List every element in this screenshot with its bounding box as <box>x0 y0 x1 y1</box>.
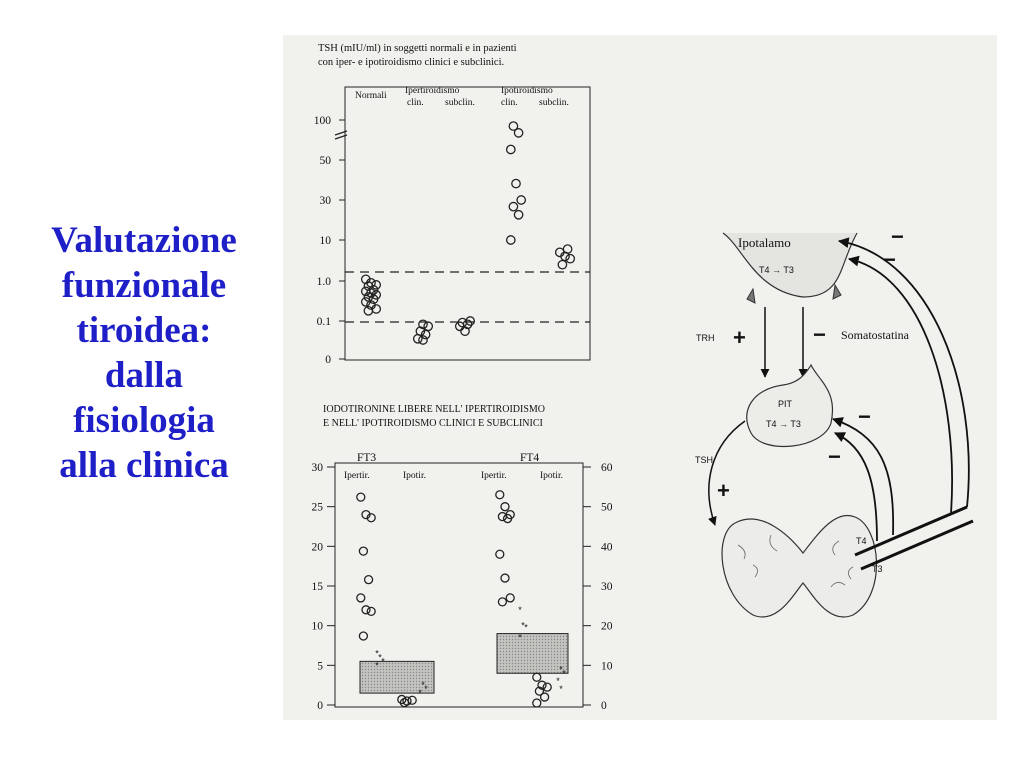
pituitary-conversion: T4 → T3 <box>766 419 801 429</box>
tsh-plot-frame <box>345 87 590 360</box>
ft-data-point <box>359 547 367 555</box>
ft-data-point <box>533 699 541 707</box>
feedback-diagram <box>695 224 973 617</box>
ft-star-mark: * <box>562 668 566 679</box>
ft-data-point <box>498 598 506 606</box>
ft-data-point <box>506 594 514 602</box>
group-label-iper-clin: clin. <box>407 98 424 108</box>
group-label-ipo-clin: clin. <box>501 98 518 108</box>
minus-sign-pituitary-2: − <box>828 444 841 469</box>
ft-data-point <box>365 576 373 584</box>
hypothalamus-conversion: T4 → T3 <box>759 265 794 275</box>
title-line: tiroidea: <box>76 310 212 351</box>
ft-star-mark: * <box>424 684 428 695</box>
title-line: funzionale <box>61 265 227 306</box>
ft-right-y-axis <box>583 462 613 712</box>
minus-sign-somatostatin: − <box>813 322 826 347</box>
ft-data-point <box>541 693 549 701</box>
tsh-y-axis <box>314 115 345 366</box>
group-label-ipo-sub: subclin. <box>539 98 569 108</box>
minus-sign-hypothalamus-2: − <box>883 247 896 272</box>
ft-left-tick-label: 15 <box>311 581 323 593</box>
panel-label-ft4: FT4 <box>520 452 540 464</box>
tsh-data-point <box>558 260 566 268</box>
ft-star-mark: * <box>381 656 385 667</box>
tsh-arrow <box>709 421 745 525</box>
tsh-y-tick-label: 30 <box>319 195 331 207</box>
ft-star-mark: * <box>559 684 563 695</box>
feedback-arrow-hypothalamus-2 <box>849 259 952 513</box>
somatostatin-label: Somatostatina <box>841 328 909 342</box>
tsh-data-point <box>566 254 574 262</box>
ft-right-tick-label: 30 <box>601 581 613 593</box>
figure-svg <box>283 35 997 720</box>
tsh-data-point <box>514 211 522 219</box>
ft-right-tick-label: 40 <box>601 541 613 554</box>
sub-label-ipotir-ft3: Ipotir. <box>403 471 426 481</box>
ft-left-tick-label: 10 <box>311 620 323 633</box>
ft-star-mark: * <box>518 604 522 615</box>
ft-left-tick-label: 5 <box>317 660 323 673</box>
tsh-y-tick-label: 100 <box>313 115 331 127</box>
ft-star-mark: * <box>418 688 422 699</box>
tsh-data-point <box>509 202 517 210</box>
ft-star-mark: * <box>375 660 379 671</box>
tsh-data-point <box>517 196 525 204</box>
group-label-ipo: Ipotiroidismo <box>501 86 553 96</box>
ft-data-point <box>367 607 375 615</box>
ft-star-mark: * <box>375 648 379 659</box>
tsh-data-point <box>507 236 515 244</box>
thyroid-shape <box>722 516 876 617</box>
ft-data-point <box>498 513 506 521</box>
ft-data-point <box>408 696 416 704</box>
ft-data-point <box>501 503 509 511</box>
ft-data-point <box>496 491 504 499</box>
pituitary-label: PIT <box>778 399 793 409</box>
ft-data-point <box>359 632 367 640</box>
t4-label: T4 <box>856 536 867 546</box>
ft-data-point <box>362 606 370 614</box>
tsh-data-point <box>372 281 380 289</box>
panel-label-ft3: FT3 <box>357 452 377 464</box>
minus-sign-hypothalamus-1: − <box>891 224 904 249</box>
sub-label-ipotir-ft4: Ipotir. <box>540 471 563 481</box>
ft-star-mark: * <box>524 622 528 633</box>
ft-right-tick-label: 60 <box>601 462 613 474</box>
tsh-data-point <box>424 322 432 330</box>
plus-sign-tsh: + <box>717 478 730 503</box>
ft-star-mark: * <box>518 632 522 643</box>
ft-title-line: IODOTIRONINE LIBERE NELL' IPERTIROIDISMO <box>323 404 546 415</box>
ft-left-tick-label: 30 <box>311 462 323 474</box>
ft-data-point <box>496 550 504 558</box>
ft-star-mark: * <box>559 664 563 675</box>
tsh-y-tick-label: 50 <box>319 155 331 167</box>
feedback-arrow-hypothalamus-1 <box>839 241 969 507</box>
group-label-normali: Normali <box>355 91 387 101</box>
tsh-title-line: TSH (mIU/ml) in soggetti normali e in pazienti <box>318 43 517 54</box>
ft-data-point <box>533 673 541 681</box>
tsh-y-tick-label: 0 <box>325 354 331 366</box>
tsh-data-point <box>507 145 515 153</box>
ft-data-point <box>543 683 551 691</box>
ft-star-mark: * <box>556 676 560 687</box>
ft-star-mark: * <box>421 680 425 691</box>
scanned-figure <box>283 35 997 720</box>
tsh-chart <box>314 43 590 366</box>
hypothalamus-label: Ipotalamo <box>738 235 791 250</box>
ft-data-point <box>357 594 365 602</box>
plus-sign-trh: + <box>733 325 746 350</box>
tsh-y-tick-label: 1.0 <box>316 276 331 288</box>
ft4-normal-range <box>497 634 568 674</box>
title-line: alla clinica <box>59 445 229 486</box>
minus-sign-pituitary-1: − <box>858 404 871 429</box>
ft-title-line: E NELL' IPOTIROIDISMO CLINICI E SUBCLINICI <box>323 418 543 429</box>
ft-star-mark: * <box>521 620 525 631</box>
ft-left-y-axis <box>312 462 336 712</box>
ft-right-tick-label: 10 <box>601 660 613 673</box>
ft-star-mark: * <box>378 652 382 663</box>
tsh-label: TSH <box>695 455 713 465</box>
title-line: Valutazione <box>51 220 237 261</box>
slide-title <box>10 218 278 488</box>
tsh-y-tick-label: 10 <box>319 235 331 247</box>
title-line: dalla <box>104 355 184 396</box>
trh-label: TRH <box>696 333 715 343</box>
ft-data-point <box>357 493 365 501</box>
ft-left-tick-label: 25 <box>311 501 323 514</box>
tsh-data-point <box>514 129 522 137</box>
sub-label-ipertir-ft3: Ipertir. <box>344 471 370 481</box>
sub-label-ipertir-ft4: Ipertir. <box>481 471 507 481</box>
tsh-title-line: con iper- e ipotiroidismo clinici e subclinici. <box>318 57 505 68</box>
ft-right-tick-label: 50 <box>601 501 613 514</box>
tsh-y-tick-label: 0.1 <box>316 316 331 328</box>
group-label-iper-sub: subclin. <box>445 98 475 108</box>
normal-ranges <box>360 634 568 694</box>
tsh-data-point <box>512 179 520 187</box>
ft-left-tick-label: 20 <box>311 541 323 554</box>
ft-right-tick-label: 20 <box>601 620 613 633</box>
ft-left-tick-label: 0 <box>317 700 323 712</box>
title-line: fisiologia <box>73 400 215 441</box>
ft-right-tick-label: 0 <box>601 700 607 712</box>
ft-data-point <box>501 574 509 582</box>
t3-label: T3 <box>872 564 883 574</box>
group-label-iper: Ipertiroidismo <box>405 86 460 96</box>
tsh-points <box>362 122 575 344</box>
ft-chart <box>312 404 613 712</box>
